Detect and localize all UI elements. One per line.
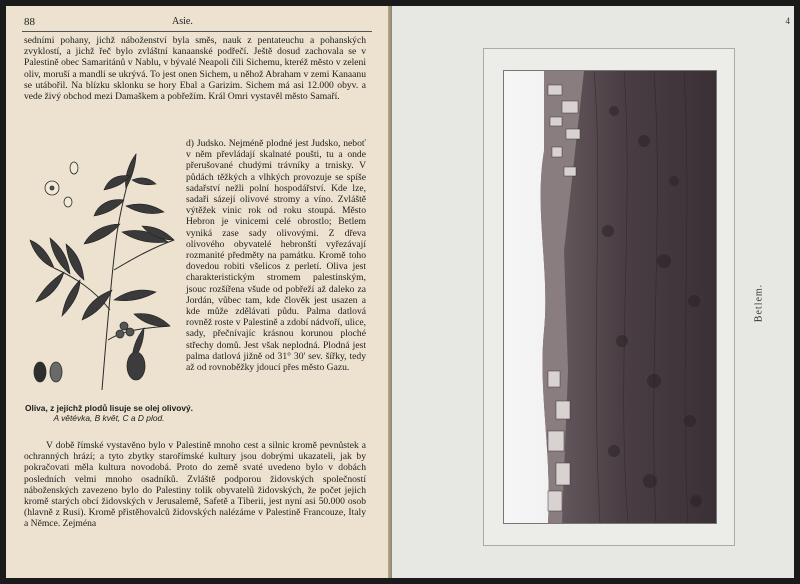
plate-caption-text: Betlem. — [753, 283, 765, 323]
header-rule — [22, 31, 372, 32]
paragraph-roman-era: V době římské vystavěno bylo v Palestině mnoho cest a silnic kromě pevnůstek a ochranných hrází; a tyto zbytky starořímské kultury jsou dobrými ukazateli, jak by pokračovati měla kultura novodobá. Proto do země svaté uvedeno bylo v dobách posledních velmi mnoho osadníků. Zvláště podporou židovských společností náboženských zavezeno bylo do Palestiny tolik obyvatelů židovských, že počet jejich kromě starých obcí židovských v Jerusalemě, Safetě a Tiberii, jest nyní asi 50.000 osob (hlavně z Rusi). Kromě přistěhovalců židovských nalézáme v Palestině Francouze, Italy a Němce. Zejména — [24, 440, 366, 530]
paragraph-samaria: sedními pohany, jichž náboženství byla směs, nauk z pentateuchu a pohanských zvyklostí, a jichž řeč bylo zvláštní kanaanské podřečí. Ještě dosud zachovala se v Palestině obec Samaritánů v Nablu, v bývalé Neapoli čili Sichemu, kteréž město v zeleni oliv, moruší a mandlí se ukrývá. To jest onen Sichem, u něhož Abraham v zemi Kanaanu se utábořil. Na blízku sklonku se hory Ebal a Garizim. Sichem má asi 12.000 obyv. a vede živý obchod mezi Damaškem a pobřežím. Král Omri vystavěl město Samaří. — [24, 35, 366, 103]
paragraph-judea: d) Judsko. Nejméně plodné jest Judsko, neboť v něm převládají skalnaté poušti, tu a onde přerušované chudými trávníky a trnisky. V půdách těžkých a vlhkých provozuje se spíše sadařství nežli polní hospodářství. Kde lze, sadaři sázejí olivové stromy a víno. Zvláště výtěžek vinic rok od roku stoupá. Město Hebron je vinicemi celé obrostlo; Betlem vyniká zase sady olivovými. Z dřeva olivového obyvatelé hebronští vyřezávají rozmanité předměty na památku. Kromě toho dovedou robiti všelicos z perletí. Oliva jest charakteristickým stromem palestinským, jsouc rozšířena všude od pobřeží až daleko za Jordán, vůbec tam, kde člověk jest usazen a kde může zdělávati půdu. Palma datlová rovněž roste v Palestině a zdobí nádvoří, ulice, sady, přečnívajíc krásnou korunou ploché střechy domů. Jest však neplodná. Plodná jest palma datlová jižně od 31° 30' sev. šířky, tedy až od rovnoběžky jdoucí přes město Gazu. — [186, 138, 366, 374]
corner-mark: 4 — [785, 16, 790, 26]
body-paragraph-1 — [24, 35, 366, 102]
figure-caption-detail: A větévka, B květ, C a D plod. — [53, 413, 165, 423]
olive-branch-drawing — [24, 140, 184, 402]
figure-caption-title: Oliva, z jejíchž plodů lisuje se olej olivový. — [24, 403, 193, 413]
figure-caption — [24, 403, 194, 423]
olive-branch-illustration — [24, 140, 184, 402]
running-head: Asie. — [172, 16, 193, 27]
plate-caption — [744, 281, 774, 325]
body-paragraph-2 — [186, 138, 366, 373]
landscape-photo-image — [504, 71, 716, 523]
bethlehem-photograph — [503, 70, 717, 524]
body-paragraph-3 — [24, 440, 366, 530]
page-number: 88 — [24, 16, 35, 28]
